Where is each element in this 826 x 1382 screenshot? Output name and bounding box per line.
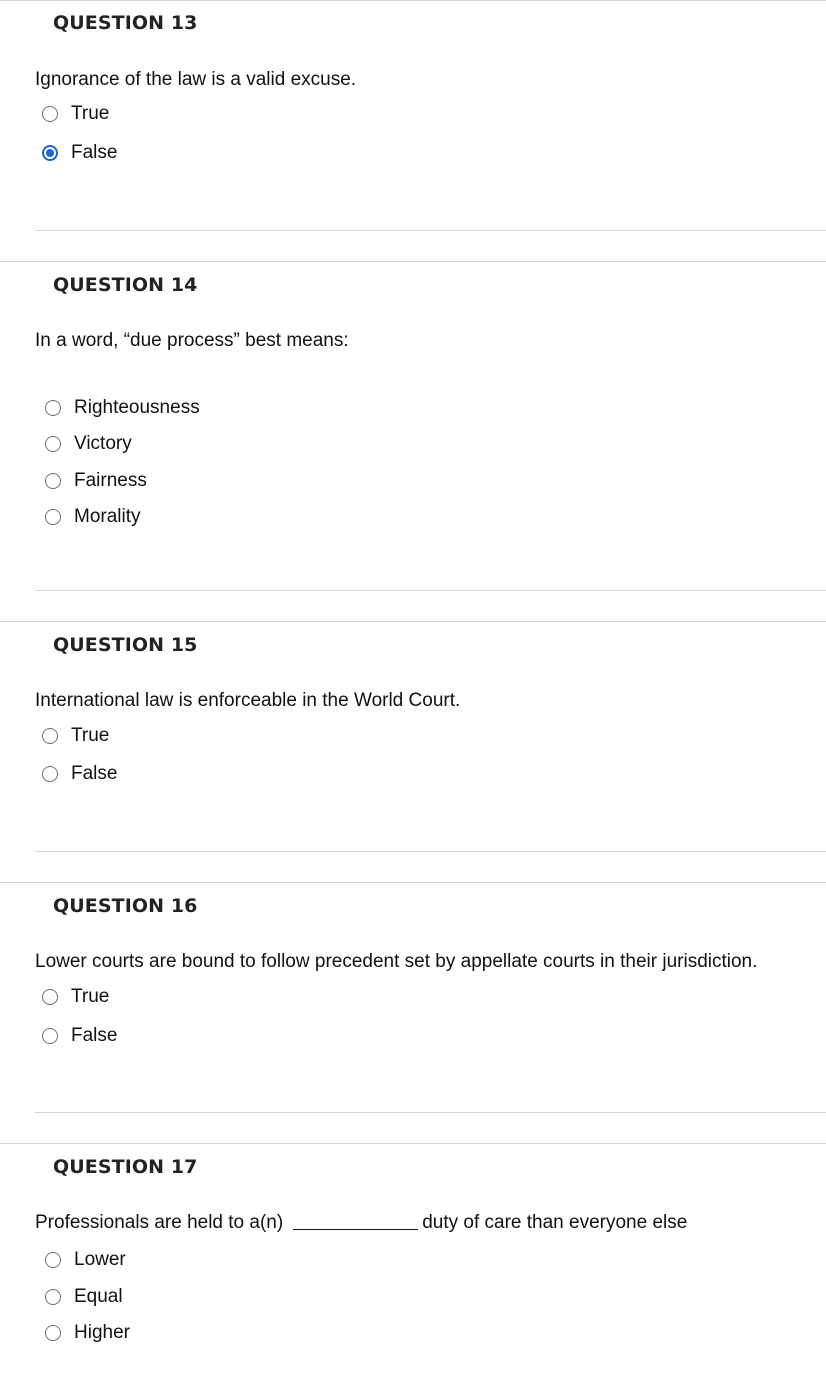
question-text: In a word, “due process” best means:: [35, 330, 349, 351]
option-label: False: [71, 142, 118, 163]
option-label: Lower: [74, 1249, 126, 1270]
radio-button[interactable]: [42, 728, 58, 744]
option-label: Equal: [74, 1286, 123, 1307]
option-true[interactable]: [42, 725, 109, 747]
radio-button[interactable]: [42, 106, 58, 122]
option-equal[interactable]: [45, 1286, 123, 1308]
option-righteousness[interactable]: [45, 397, 200, 419]
divider: [35, 1112, 826, 1113]
question-text-after: duty of care than everyone else: [422, 1212, 688, 1233]
option-label: Victory: [74, 433, 132, 454]
divider: [0, 621, 826, 622]
option-morality[interactable]: [45, 506, 141, 528]
radio-button[interactable]: [45, 1325, 61, 1341]
divider: [35, 851, 826, 852]
option-label: Fairness: [74, 470, 147, 491]
question-text: International law is enforceable in the World Court.: [35, 690, 461, 711]
question-text: Lower courts are bound to follow precedent set by appellate courts in their jurisdiction.: [35, 951, 758, 972]
divider: [35, 590, 826, 591]
divider: [0, 1143, 826, 1144]
question-text-before: Professionals are held to a(n): [35, 1212, 284, 1233]
option-true[interactable]: [42, 986, 109, 1008]
divider: [0, 261, 826, 262]
radio-button[interactable]: [45, 1252, 61, 1268]
divider: [0, 0, 826, 1]
option-label: Higher: [74, 1322, 130, 1343]
option-label: True: [71, 725, 110, 746]
radio-button[interactable]: [42, 766, 58, 782]
radio-button[interactable]: [45, 509, 61, 525]
option-higher[interactable]: [45, 1322, 130, 1344]
option-lower[interactable]: [45, 1249, 126, 1271]
radio-button[interactable]: [42, 989, 58, 1005]
option-label: True: [71, 103, 110, 124]
divider: [35, 230, 826, 231]
option-label: Morality: [74, 506, 141, 527]
question-title: QUESTION 15: [53, 634, 198, 656]
option-true[interactable]: [42, 103, 109, 125]
option-label: False: [71, 763, 118, 784]
question-title: QUESTION 14: [53, 274, 198, 296]
option-label: False: [71, 1025, 118, 1046]
fill-in-blank: [293, 1215, 418, 1230]
option-fairness[interactable]: [45, 470, 147, 492]
option-label: True: [71, 986, 110, 1007]
option-label: Righteousness: [74, 397, 200, 418]
radio-button[interactable]: [42, 1028, 58, 1044]
question-title: QUESTION 17: [53, 1156, 198, 1178]
option-false[interactable]: [42, 142, 117, 164]
divider: [0, 882, 826, 883]
radio-button[interactable]: [45, 400, 61, 416]
radio-button[interactable]: [45, 436, 61, 452]
radio-button-selected[interactable]: [42, 145, 58, 161]
option-false[interactable]: [42, 1025, 117, 1047]
radio-button[interactable]: [45, 473, 61, 489]
question-title: QUESTION 16: [53, 895, 198, 917]
question-text: Ignorance of the law is a valid excuse.: [35, 69, 357, 90]
option-false[interactable]: [42, 763, 117, 785]
question-text: [35, 1212, 687, 1234]
option-victory[interactable]: [45, 433, 132, 455]
radio-button[interactable]: [45, 1289, 61, 1305]
question-title: QUESTION 13: [53, 12, 198, 34]
